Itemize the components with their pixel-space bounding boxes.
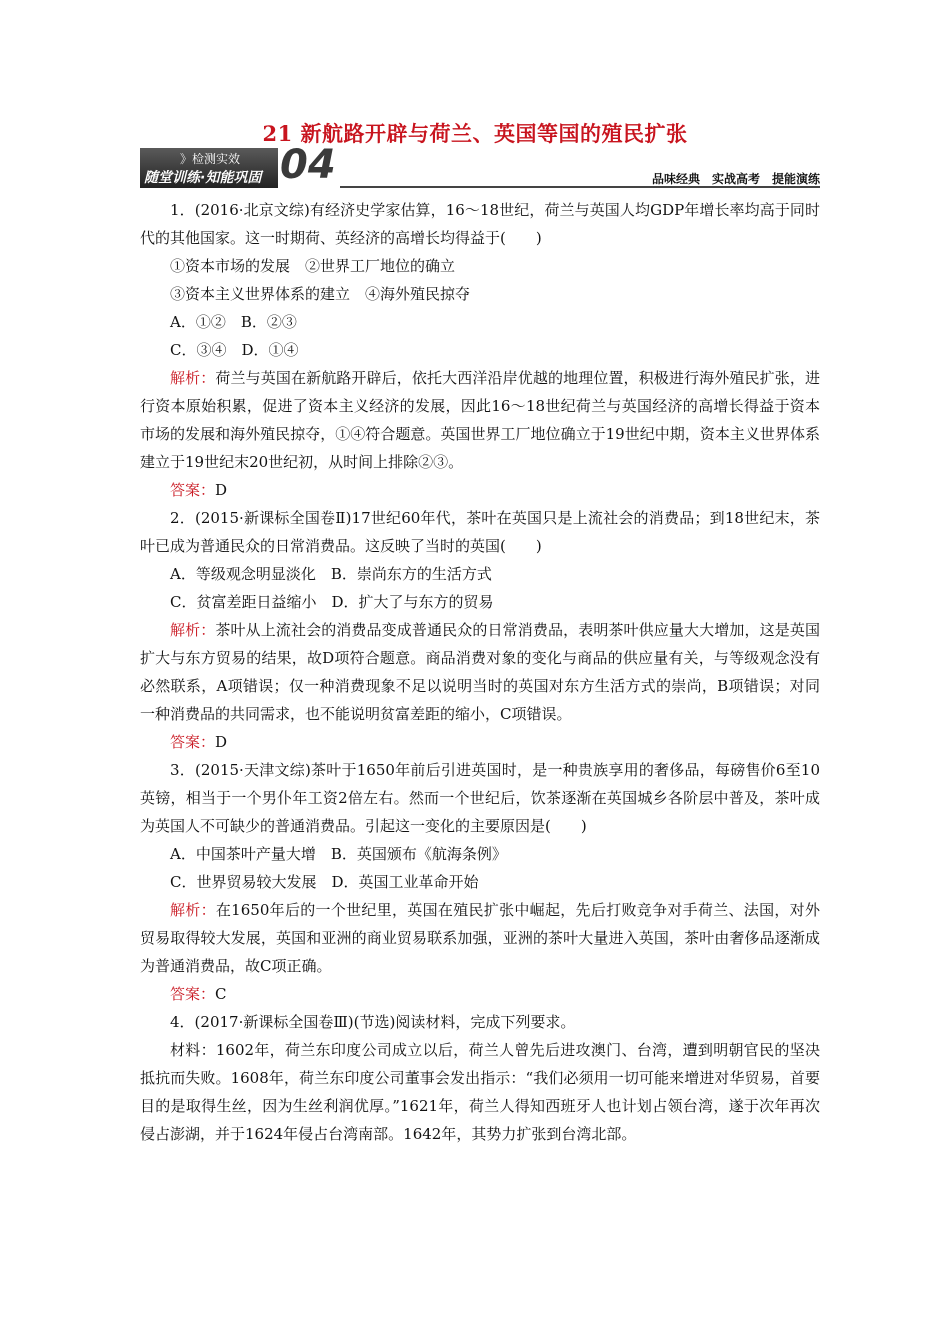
q1-answer: [140, 476, 820, 504]
q3-analysis: [140, 896, 820, 980]
analysis-text: 茶叶从上流社会的消费品变成普通民众的日常消费品，表明茶叶供应量大大增加，这是英国扩大与东方贸易的结果，故D项符合题意。商品消费对象的变化与商品的供应量有关，与等级观念没有必然联系，A项错误；仅一种消费现象不足以说明当时的英国对东方生活方式的崇尚，B项错误；对同一种消费品的共同需求，也不能说明贫富差距的缩小，C项错误。: [140, 621, 820, 723]
answer-label: 答案：: [170, 985, 216, 1003]
analysis-text: 在1650年后的一个世纪里，英国在殖民扩张中崛起，先后打败竞争对手荷兰、法国，对外贸易取得较大发展，英国和亚洲的商业贸易联系加强，亚洲的茶叶大量进入英国，茶叶由奢侈品逐渐成为普通消费品，故C项正确。: [140, 901, 820, 975]
q2-stem: 2．(2015·新课标全国卷Ⅱ)17世纪60年代，茶叶在英国只是上流社会的消费品；到18世纪末，茶叶已成为普通民众的日常消费品。这反映了当时的英国( ): [140, 509, 820, 555]
analysis-label: 解析：: [170, 369, 216, 387]
q3-stem: 3．(2015·天津文综)茶叶于1650年前后引进英国时，是一种贵族享用的奢侈品，每磅售价6至10英镑，相当于一个男仆年工资2倍左右。然而一个世纪后，饮茶逐渐在英国城乡各阶层中普及，茶叶成为英国人不可缺少的普通消费品。引起这一变化的主要原因是( ): [140, 761, 820, 835]
q2-options-ab: A．等级观念明显淡化 B．崇尚东方的生活方式: [170, 565, 492, 583]
q2-analysis: [140, 616, 820, 728]
answer-value: D: [215, 733, 228, 751]
q4-stem: 4．(2017·新课标全国卷Ⅲ)(节选)阅读材料，完成下列要求。: [170, 1013, 576, 1031]
q2-options-cd: C．贫富差距日益缩小 D．扩大了与东方的贸易: [170, 593, 494, 611]
answer-label: 答案：: [170, 733, 216, 751]
banner-heading: 随堂训练·知能巩固: [144, 170, 262, 186]
q4-material: 材料：1602年，荷兰东印度公司成立以后，荷兰人曾先后进攻澳门、台湾，遭到明朝官民的坚决抵抗而失败。1608年，荷兰东印度公司董事会发出指示：“我们必须用一切可能来增进对华贸易，首要目的是取得生丝，因为生丝利润优厚。”1621年，荷兰人得知西班牙人也计划占领台湾，遂于次年再次侵占澎湖，并于1624年侵占台湾南部。1642年，其势力扩张到台湾北部。: [140, 1041, 820, 1143]
questions: [140, 196, 820, 1148]
q1-options-cd: C．③④ D．①④: [170, 341, 299, 359]
q1-items-2: ③资本主义世界体系的建立 ④海外殖民掠夺: [170, 285, 471, 303]
q2-answer: [140, 728, 820, 756]
q1-options-ab: A．①② B．②③: [170, 313, 297, 331]
banner-tagline: 品味经典 实战高考 提能演练: [651, 172, 820, 186]
q3-answer: [140, 980, 820, 1008]
banner-block: [140, 148, 278, 188]
analysis-label: 解析：: [170, 901, 216, 919]
q3-options-cd: C．世界贸易较大发展 D．英国工业革命开始: [170, 873, 479, 891]
q3-options-ab: A．中国茶叶产量大增 B．英国颁布《航海条例》: [170, 845, 507, 863]
answer-label: 答案：: [170, 481, 216, 499]
section-banner: [140, 142, 820, 188]
q1-analysis: [140, 364, 820, 476]
page-title: 21 新航路开辟与荷兰、英国等国的殖民扩张: [262, 121, 688, 146]
analysis-label: 解析：: [170, 621, 216, 639]
q1-stem: 1．(2016·北京文综)有经济史学家估算，16～18世纪，荷兰与英国人均GDP年增长率均高于同时代的其他国家。这一时期荷、英经济的高增长均得益于( ): [140, 201, 820, 247]
banner-subtitle: 》检测实效: [180, 152, 241, 166]
banner-number: 04: [280, 142, 336, 188]
answer-value: C: [215, 985, 227, 1003]
analysis-text: 荷兰与英国在新航路开辟后，依托大西洋沿岸优越的地理位置，积极进行海外殖民扩张，进行资本原始积累，促进了资本主义经济的发展，因此16～18世纪荷兰与英国经济的高增长得益于资本市场的发展和海外殖民掠夺，①④符合题意。英国世界工厂地位确立于19世纪中期，资本主义世界体系建立于19世纪末20世纪初，从时间上排除②③。: [140, 369, 820, 471]
q1-items-1: ①资本市场的发展 ②世界工厂地位的确立: [170, 257, 456, 275]
answer-value: D: [215, 481, 228, 499]
